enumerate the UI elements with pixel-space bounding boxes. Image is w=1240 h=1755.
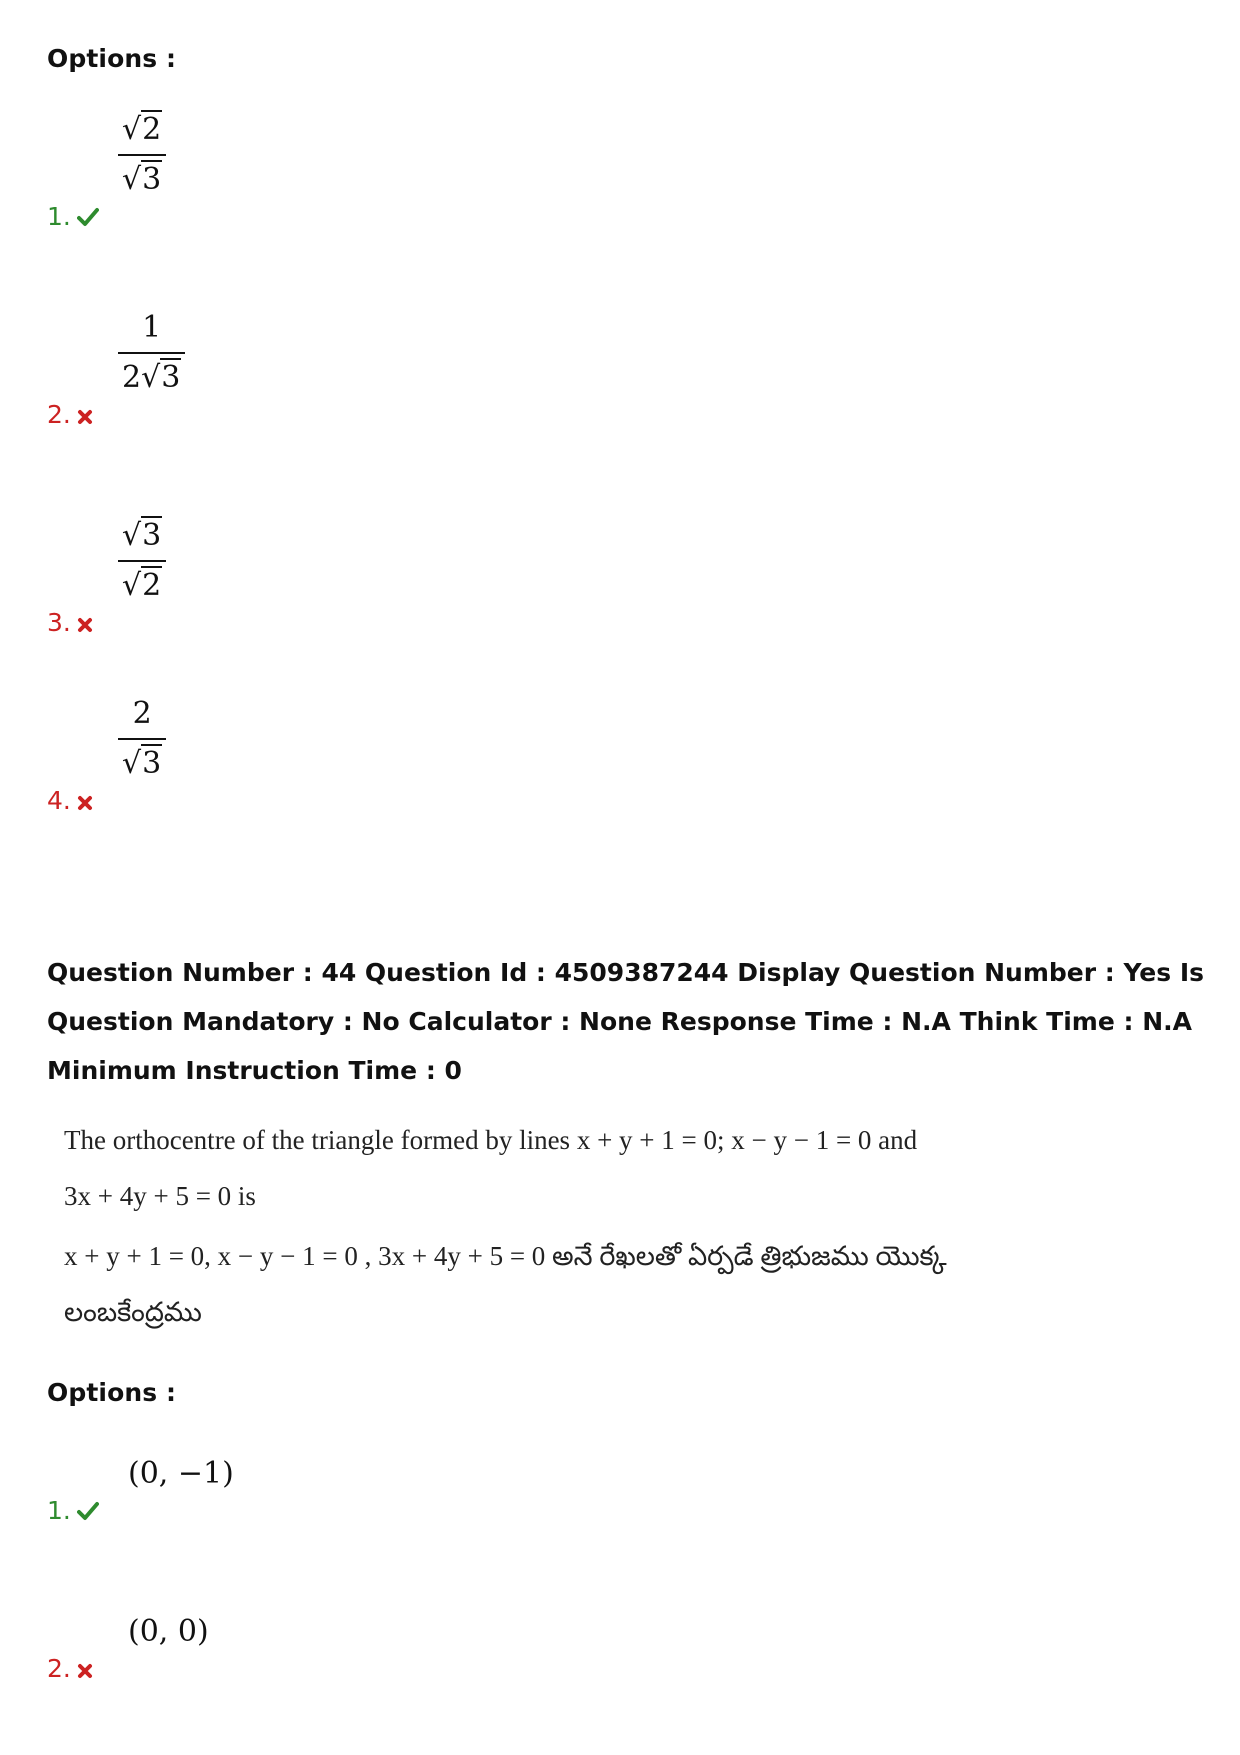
cross-icon <box>77 788 93 817</box>
fraction-denominator: √3 <box>122 162 162 197</box>
check-icon <box>77 1498 99 1527</box>
fraction-bar <box>118 352 185 354</box>
option-number-text: 1. <box>47 1496 71 1525</box>
question-meta: Question Number : 44 Question Id : 4509387244 Display Question Number : Yes Is Question Mandatory : No Calculator : None Response Time : N.A Think Time : N.A Minimum Instruction Time : 0 <box>47 958 1205 1085</box>
question-text-line: The orthocentre of the triangle formed by lines x + y + 1 = 0; x − y − 1 = 0 and <box>64 1125 918 1155</box>
fraction-bar <box>118 560 166 562</box>
check-icon <box>77 204 99 233</box>
option-number <box>47 608 93 639</box>
option-number-text: 2. <box>47 400 71 429</box>
fraction-numerator: √3 <box>122 518 162 553</box>
option-fraction <box>118 694 166 784</box>
option-number <box>47 400 93 431</box>
question-body <box>64 1112 947 1340</box>
fraction-numerator: 2 <box>132 696 152 731</box>
fraction-numerator: √2 <box>122 112 162 147</box>
option-number <box>47 1496 99 1527</box>
option-number-text: 4. <box>47 786 71 815</box>
cross-icon <box>77 402 93 431</box>
cross-icon <box>77 610 93 639</box>
option-number-text: 2. <box>47 1654 71 1683</box>
option-fraction <box>118 110 166 200</box>
fraction-denominator: 2√3 <box>122 360 181 395</box>
fraction-bar <box>118 154 166 156</box>
option-value: (0, −1) <box>128 1456 234 1491</box>
option-fraction <box>118 308 185 398</box>
question-text-telugu: లంబకేంద్రము <box>64 1297 202 1327</box>
fraction-denominator: √3 <box>122 746 162 781</box>
option-value: (0, 0) <box>128 1614 209 1649</box>
option-number-text: 1. <box>47 202 71 231</box>
question-text-telugu: x + y + 1 = 0, x − y − 1 = 0 , 3x + 4y + 5 = 0 అనే రేఖలతో ఏర్పడే త్రిభుజము యొక్క <box>64 1241 947 1271</box>
option-number <box>47 1654 93 1685</box>
option-number <box>47 786 93 817</box>
options-heading: Options : <box>47 44 177 73</box>
fraction-bar <box>118 738 166 740</box>
option-number-text: 3. <box>47 608 71 637</box>
fraction-denominator: √2 <box>122 568 162 603</box>
cross-icon <box>77 1656 93 1685</box>
option-fraction <box>118 516 166 606</box>
question-text-line: 3x + 4y + 5 = 0 is <box>64 1181 256 1211</box>
options-heading: Options : <box>47 1378 177 1407</box>
fraction-numerator: 1 <box>142 310 162 345</box>
option-number <box>47 202 99 233</box>
